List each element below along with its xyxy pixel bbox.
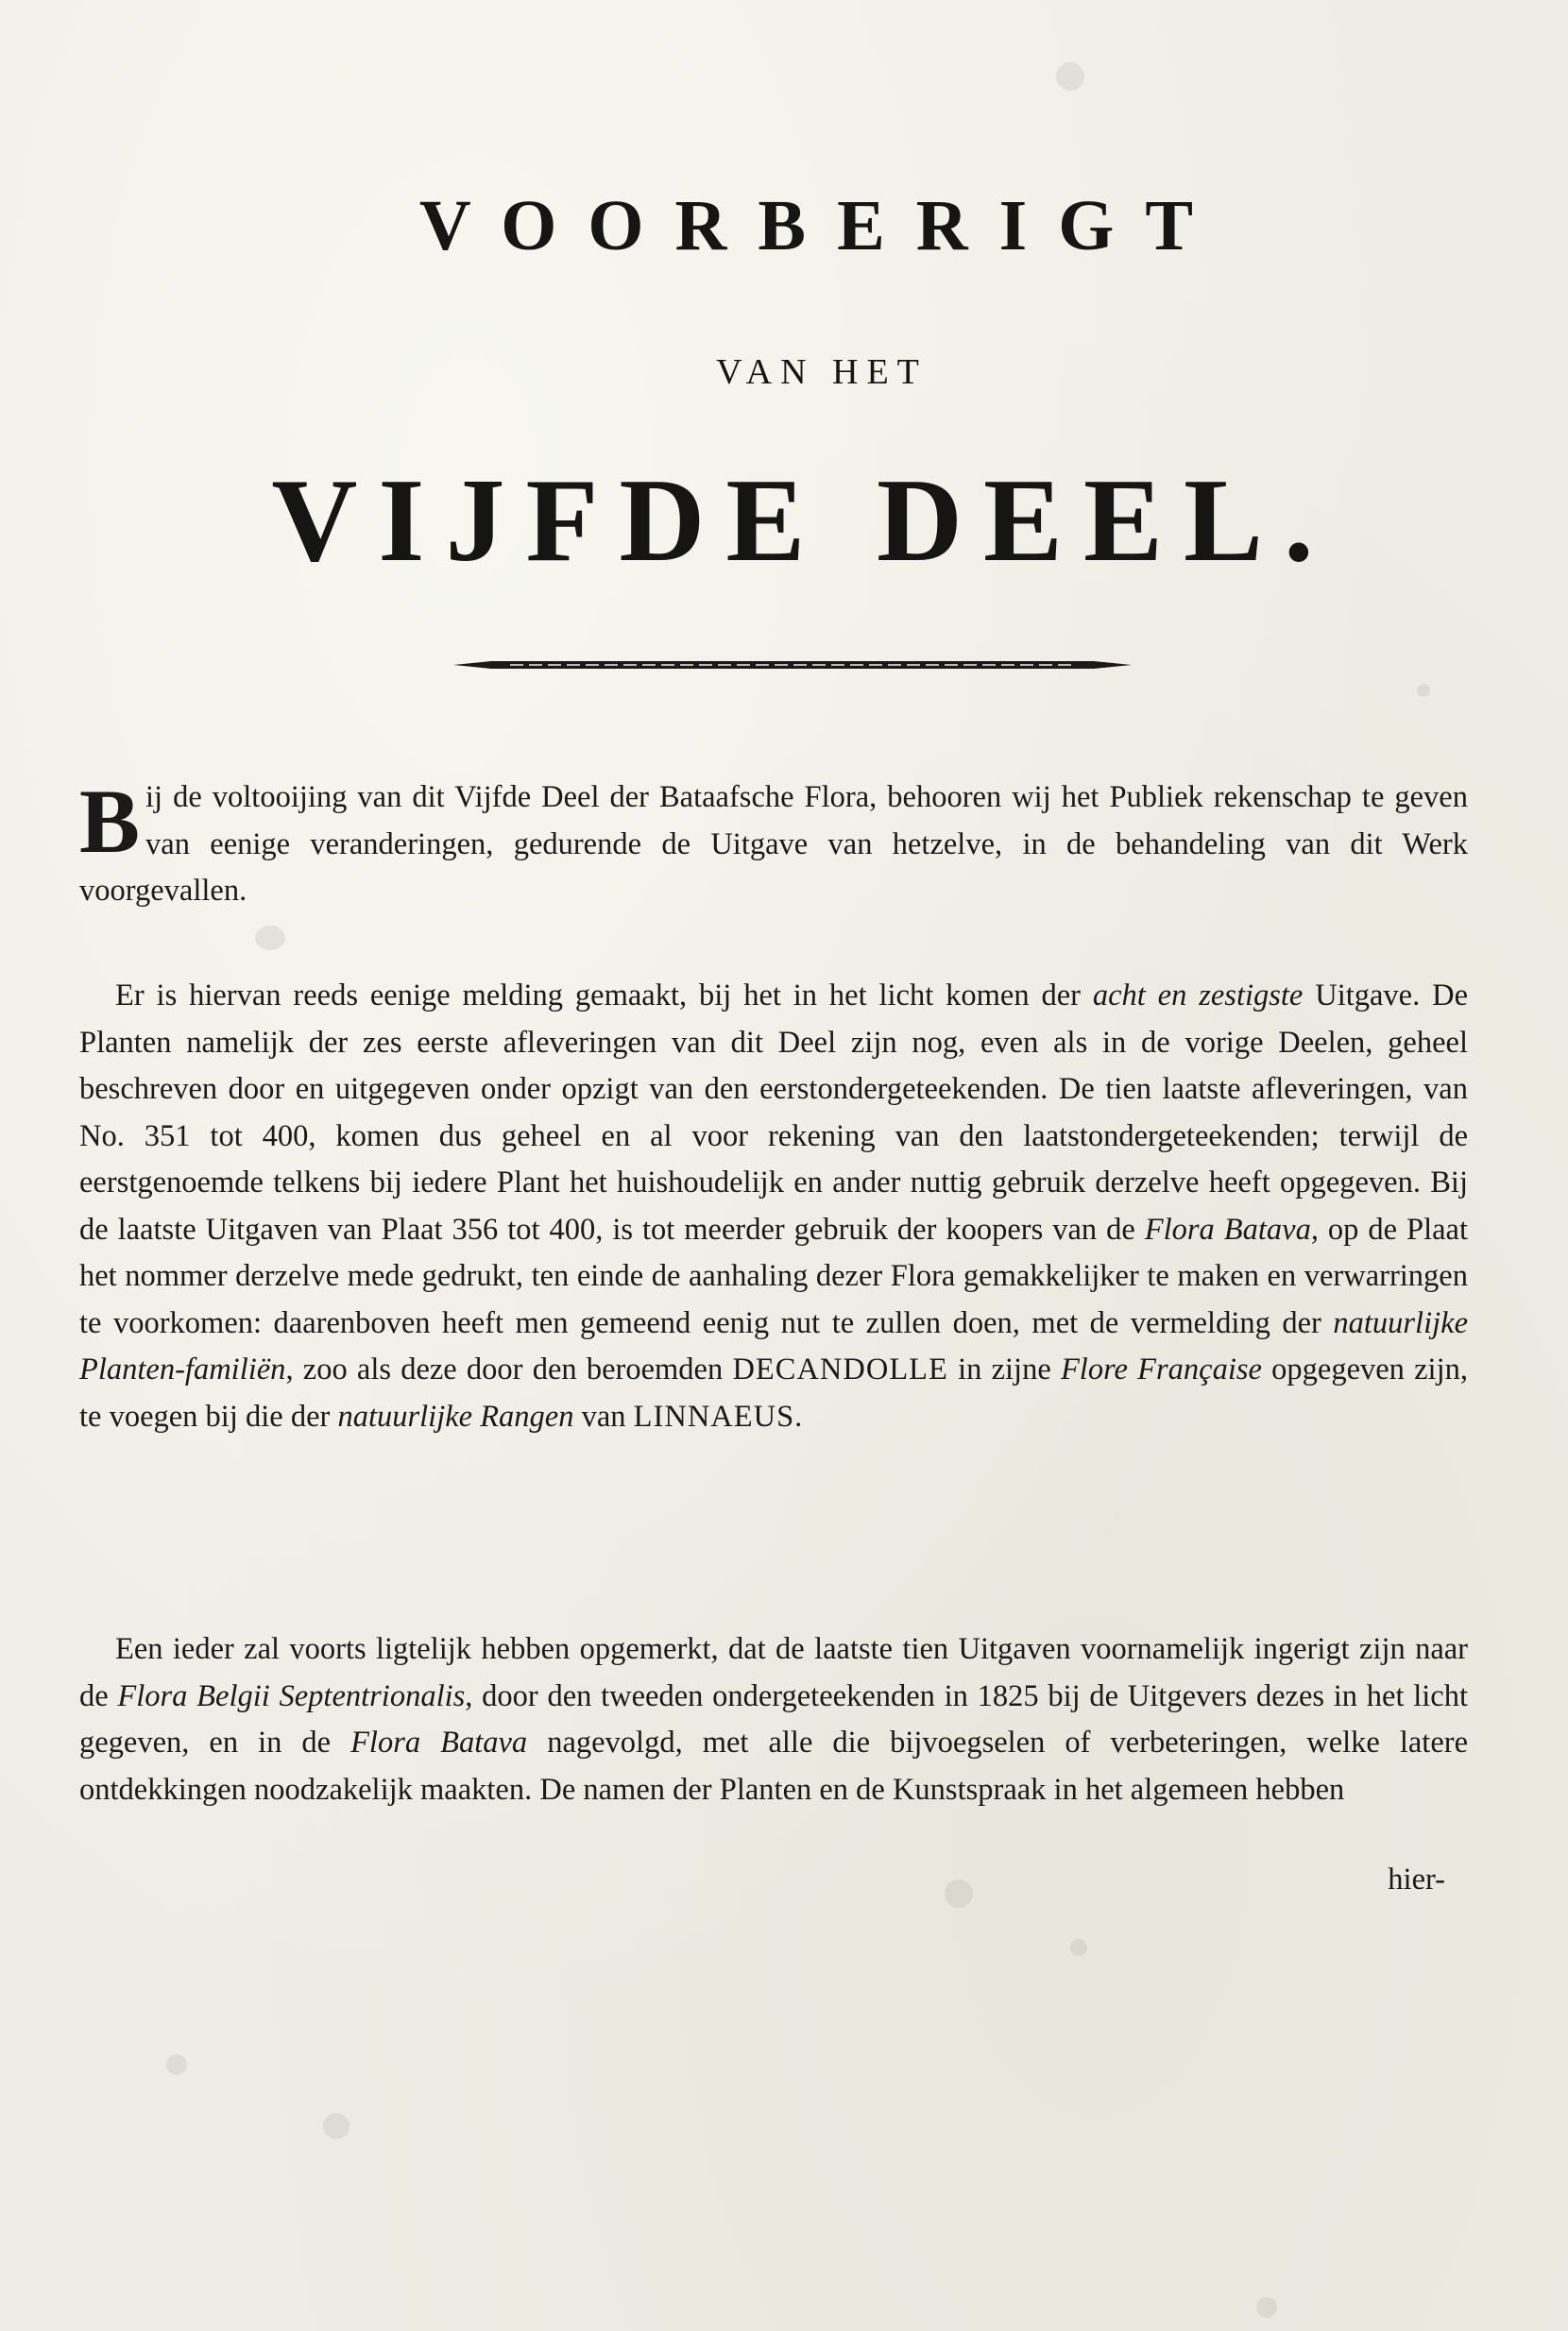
text-run [79, 978, 115, 1012]
smallcaps-run: LINNAEUS [633, 1399, 795, 1434]
text-run: Er is hiervan reeds eenige melding gemaakt, bij het in het licht komen der [115, 978, 1093, 1012]
paragraph-intro-text: ij de voltooijing van dit Vijfde Deel der Bataafsche Flora, behooren wij het Publiek rekenschap te geven van eenige veranderingen, gedurende de Uitgave van hetzelve, in de behandeling van dit Werk voorgevallen. [79, 780, 1468, 908]
italic-run: acht en zestigste [1092, 978, 1304, 1012]
italic-run: natuurlijke Planten-familiën [79, 1305, 1468, 1387]
paragraph-intro [79, 771, 1468, 915]
text-run: nagevolgd, met alle die bijvoegselen of verbeteringen, welke latere ontdekkingen noodzakelijk maakten. De namen der Planten en de Kunstspraak in het algemeen hebben [79, 1726, 1469, 1807]
paper-foxing-spot [945, 1880, 973, 1908]
paper-foxing-spot [1417, 684, 1430, 697]
title-vijfde-deel: VIJFDE DEEL. [271, 455, 1335, 587]
paper-foxing-spot [1070, 1939, 1087, 1956]
paper-foxing-spot [166, 2054, 187, 2075]
smallcaps-run: DECANDOLLE [732, 1353, 948, 1387]
text-run: , door den tweeden ondergeteekenden in 1825 bij de Uitgevers dezes in het licht gegeven, en in de [79, 1678, 1468, 1760]
paper-foxing-spot [255, 926, 285, 950]
text-run: , op de Plaat het nommer derzelve mede gedrukt, ten einde de aanhaling dezer Flora gemakkelijker te maken en verwarringen te voorkomen: daarenboven heeft men gemeend eenig nut te zullen doen, met de vermelding der [79, 1212, 1468, 1340]
paragraph-editorial-history [79, 973, 1468, 1440]
paper-foxing-spot [1056, 62, 1084, 91]
drop-cap: B [79, 771, 141, 872]
text-run [79, 1632, 115, 1666]
text-run: Uitgave. De Planten namelijk der zes eerste afleveringen van dit Deel zijn nog, even als in de vorige Deelen, geheel beschreven door en uitgegeven onder opzigt van den eerstondergeteekenden. De tien laatste afleveringen, van No. 351 tot 400, komen dus geheel en al voor rekening van den laatstondergeteekenden; terwijl de eerstgenoemde telkens bij iedere Plant het huishoudelijk en ander nuttig gebruik derzelve heeft opgegeven. Bij de laatste Uitgaven van Plaat 356 tot 400, is tot meerder gebruik der koopers van de [79, 978, 1469, 1247]
text-run: opgegeven zijn, te voegen bij die der [79, 1353, 1468, 1434]
italic-run: Flore Française [1060, 1353, 1262, 1387]
paragraph-sources [79, 1626, 1468, 1813]
ornamental-divider [453, 657, 1132, 672]
text-run: . [794, 1399, 803, 1434]
italic-run: Flora Batava [350, 1726, 528, 1760]
title-voorberigt: VOORBERIGT [418, 186, 1225, 265]
text-run: , zoo als deze door den beroemden [285, 1353, 733, 1387]
text-run: Een ieder zal voorts ligtelijk hebben opgemerkt, dat de laatste tien Uitgaven voornamelijk ingerigt zijn naar de [79, 1632, 1468, 1713]
italic-run: Flora Batava [1144, 1212, 1311, 1247]
subtitle-van-het: VAN HET [716, 352, 928, 392]
italic-run: natuurlijke Rangen [337, 1399, 574, 1434]
catchword: hier- [1388, 1863, 1445, 1897]
paper-foxing-spot [1256, 2297, 1277, 2318]
text-run: in zijne [947, 1353, 1061, 1387]
italic-run: Flora Belgii Septentrionalis [117, 1678, 466, 1713]
text-run: van [573, 1399, 634, 1434]
paper-foxing-spot [323, 2113, 349, 2139]
